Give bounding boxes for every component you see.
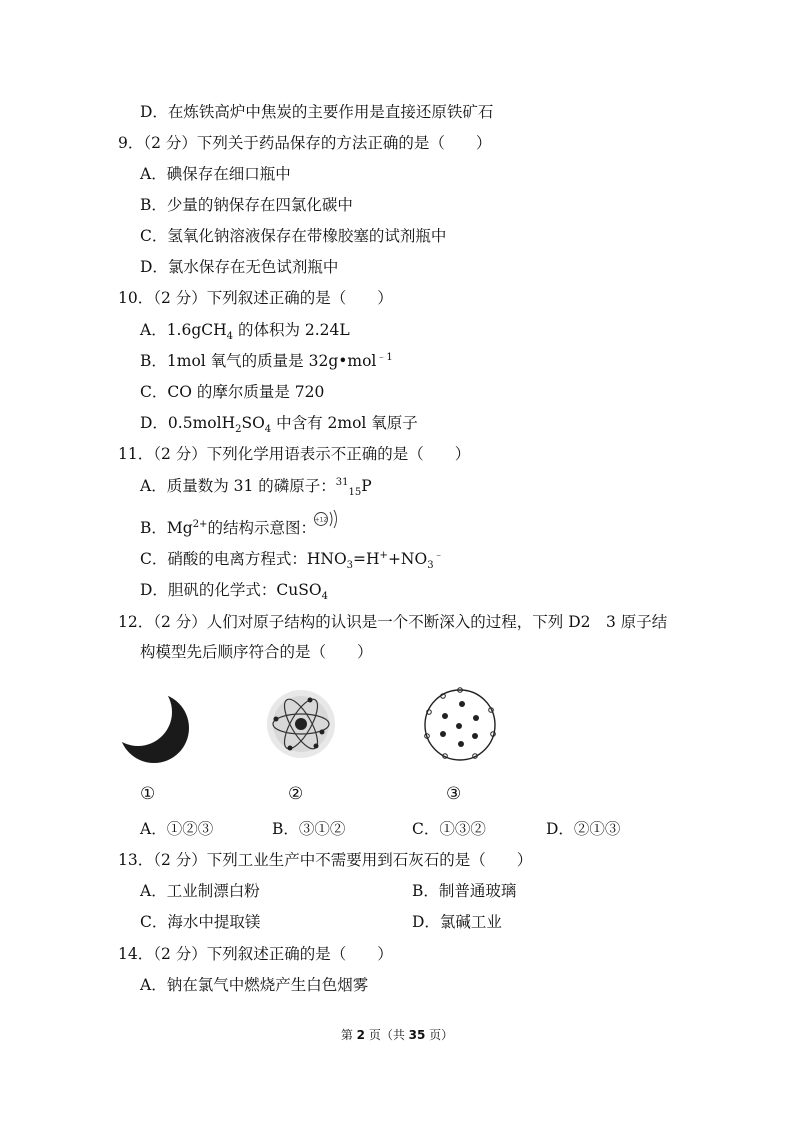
q10-option-b: B．1mol 氧气的质量是 32g•mol$^{﹣1}$ [140, 351, 393, 370]
q12-option-d: D．②①③ [546, 820, 621, 838]
q9-option-b: B．少量的钠保存在四氯化碳中 [140, 196, 353, 214]
atom-model-figure-1 [116, 690, 192, 766]
svg-text:+12: +12 [314, 516, 328, 524]
q8-option-d: D．在炼铁高炉中焦炭的主要作用是直接还原铁矿石 [140, 103, 494, 121]
q13-option-d: D．氯碱工业 [412, 913, 502, 931]
q9-option-d: D．氯水保存在无色试剂瓶中 [140, 258, 339, 276]
q13-stem: 13．（2 分）下列工业生产中不需要用到石灰石的是（ ） [118, 851, 533, 869]
q9-stem: 9．（2 分）下列关于药品保存的方法正确的是（ ） [118, 134, 492, 152]
page-footer: 第 2 页（共 35 页） [340, 1028, 454, 1042]
q11-option-a: A．质量数为 31 的磷原子：$^{31}_{15}$P [140, 476, 372, 499]
q11-option-c: C．硝酸的电离方程式：$HNO_3=H^++NO_3^﹣$ [140, 549, 444, 572]
figure-3-label: ③ [446, 784, 462, 804]
q11-option-b: B．$Mg^{2+}$的结构示意图： [140, 518, 316, 537]
q9-option-c: C．氢氧化钠溶液保存在带橡胶塞的试剂瓶中 [140, 227, 447, 245]
q13-option-a: A．工业制漂白粉 [140, 882, 260, 900]
q11-option-d: D．胆矾的化学式：CuSO$_4$ [140, 581, 328, 603]
q10-stem: 10．（2 分）下列叙述正确的是（ ） [118, 289, 393, 307]
q10-option-a: A．1.6gCH$_4$ 的体积为 2.24L [140, 321, 350, 343]
figure-1-label: ① [140, 784, 156, 804]
q12-option-b: B．③①② [272, 820, 346, 838]
q12-option-a: A．①②③ [140, 820, 214, 838]
q12-stem-line1: 12．（2 分）人们对原子结构的认识是一个不断深入的过程，下列 D2 3 原子结 [118, 613, 668, 631]
q10-option-c: C．CO 的摩尔质量是 720 [140, 383, 325, 401]
q14-stem: 14．（2 分）下列叙述正确的是（ ） [118, 945, 393, 963]
figure-2-label: ② [288, 784, 304, 804]
q14-option-a: A．钠在氯气中燃烧产生白色烟雾 [140, 976, 369, 994]
q9-option-a: A．碘保存在细口瓶中 [140, 165, 291, 183]
atom-model-figure-2 [264, 686, 338, 762]
mg-ion-structure-diagram [312, 507, 342, 531]
q13-option-c: C．海水中提取镁 [140, 913, 261, 931]
q10-option-d: D．$0.5molH_2SO_4$ 中含有 2mol 氧原子 [140, 414, 418, 436]
q12-stem-line2: 构模型先后顺序符合的是（ ） [140, 643, 373, 661]
atom-model-figure-3 [421, 686, 499, 764]
q12-option-c: C．①③② [412, 820, 486, 838]
q13-option-b: B．制普通玻璃 [412, 882, 517, 900]
q11-stem: 11．（2 分）下列化学用语表示不正确的是（ ） [118, 445, 471, 463]
